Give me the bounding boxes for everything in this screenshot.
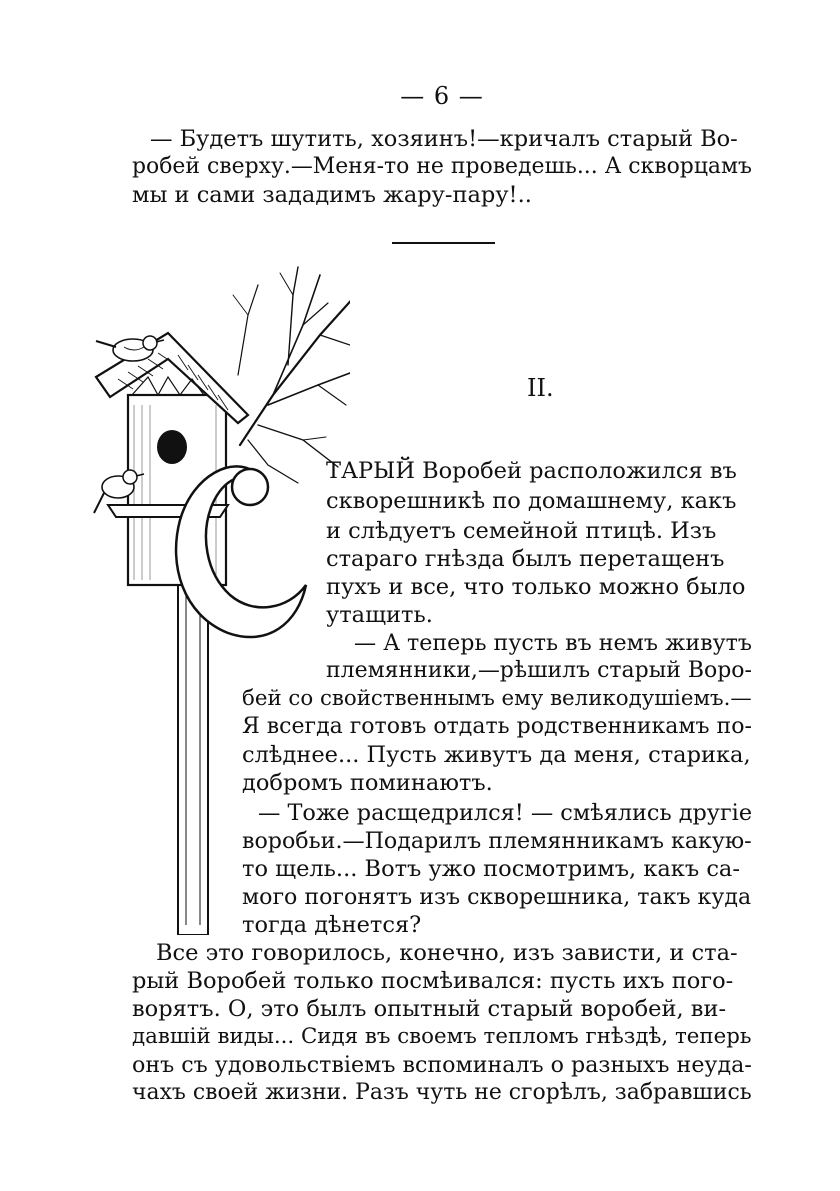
branch xyxy=(233,295,248,315)
branch xyxy=(318,385,346,405)
text-line-6: утащить. xyxy=(326,602,433,628)
text-line-9: бей со свойственнымъ ему великодушіемъ.— xyxy=(242,686,752,711)
branch xyxy=(320,335,350,345)
section-number: II. xyxy=(527,374,554,402)
branch xyxy=(238,285,258,375)
branch xyxy=(240,295,350,445)
text-line-3: и слѣдуетъ семейной птицѣ. Изъ xyxy=(326,518,717,544)
text-line-8: племянники,—рѣшилъ старый Воро- xyxy=(326,658,752,683)
text-line-22: онъ съ удовольствіемъ вспоминалъ о разныхъ неуда- xyxy=(132,1052,752,1078)
intro-line-3: мы и сами зададимъ жару-пару!.. xyxy=(132,182,532,208)
text-line-11: слѣднее... Пусть живутъ да меня, старика, xyxy=(242,742,751,768)
text-line-20: ворятъ. О, это былъ опытный старый воробей, ви- xyxy=(132,996,727,1022)
branch xyxy=(273,275,320,395)
branch xyxy=(303,437,326,440)
text-line-23: чахъ своей жизни. Разъ чуть не сгорѣлъ, забравшись xyxy=(132,1080,752,1105)
section-divider xyxy=(392,242,495,244)
text-line-21: давшій виды... Сидя въ своемъ тепломъ гнѣздѣ, теперь xyxy=(132,1024,752,1049)
text-line-15: то щель... Вотъ ужо посмотримъ, какъ са- xyxy=(242,856,740,882)
page-number: — 6 — xyxy=(400,82,484,110)
text-line-19: рый Воробей только посмѣивался: пусть ихъ пого- xyxy=(132,968,734,994)
text-line-1: ТАРЫЙ Воробей расположился въ xyxy=(326,458,737,484)
text-line-12: добромъ поминаютъ. xyxy=(242,770,493,796)
svg-text:С: С xyxy=(208,608,215,617)
intro-line-2: робей сверху.—Меня-то не проведешь... А скворцамъ xyxy=(132,154,752,179)
text-line-13: — Тоже расщедрился! — смѣялись другіе xyxy=(258,800,753,826)
text-line-10: Я всегда готовъ отдать родственникамъ по- xyxy=(242,714,752,739)
text-line-2: скворешникѣ по домашнему, какъ xyxy=(326,488,737,514)
text-line-4: стараго гнѣзда былъ перетащенъ xyxy=(326,546,725,572)
birdhouse-hole xyxy=(157,430,187,464)
text-line-18: Все это говорилось, конечно, изъ зависти, и ста- xyxy=(156,940,738,966)
text-line-14: воробьи.—Подарилъ племянникамъ какую- xyxy=(242,828,752,854)
text-line-16: мого погонятъ изъ скворешника, такъ куда xyxy=(242,884,752,910)
text-line-7: — А теперь пусть въ немъ живутъ xyxy=(354,630,753,656)
branch xyxy=(280,273,293,295)
intro-line-1: — Будетъ шутить, хозяинъ!—кричалъ старый Во- xyxy=(150,126,738,152)
text-line-5: пухъ и все, что только можно было xyxy=(326,574,746,600)
text-line-17: тогда дѣнется? xyxy=(242,912,422,938)
post xyxy=(178,575,208,935)
